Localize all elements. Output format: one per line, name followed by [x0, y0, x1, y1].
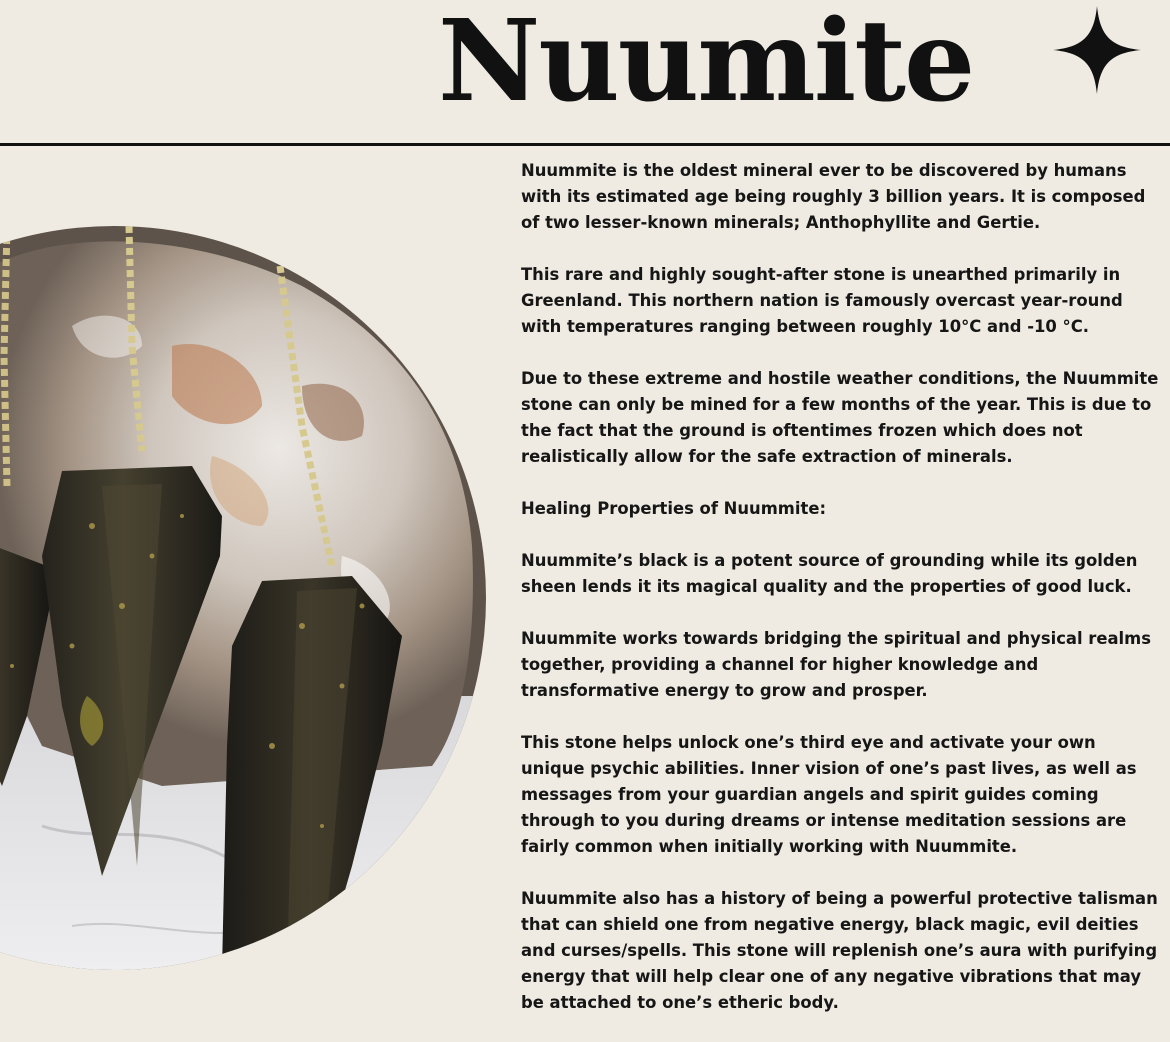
protection-paragraph: Nuummite also has a history of being a powerful protective talisman that can shield one from negative energy, black magic, evil deities and curses/spells. This stone will replenish one’s aura with purifying energy that will help clear one of any negative vibrations that may be attached to one’s etheric body.	[521, 889, 1158, 1012]
page-title: Nuumite	[438, 0, 974, 127]
grounding-paragraph: Nuummite’s black is a potent source of grounding while its golden sheen lends it its magical quality and the properties of good luck.	[521, 551, 1138, 596]
origin-paragraph: This rare and highly sought-after stone is unearthed primarily in Greenland. This northern nation is famously overcast year-round with temperatures ranging between roughly 10°C and -10 °C.	[521, 265, 1123, 336]
nuummite-pendulums-photo	[0, 226, 486, 970]
intro-paragraph: Nuummite is the oldest mineral ever to be discovered by humans with its estimated age being roughly 3 billion years. It is composed of two lesser-known minerals; Anthophyllite and Gertie.	[521, 161, 1146, 232]
third-eye-paragraph: This stone helps unlock one’s third eye and activate your own unique psychic abilities. Inner vision of one’s past lives, as well as messages from your guardian angels and spirit guides coming through to you during dreams or intense meditation sessions are fairly common when initially working with Nuummite.	[521, 733, 1137, 856]
spiritual-realms-paragraph: Nuummite works towards bridging the spiritual and physical realms together, providing a channel for higher knowledge and transformative energy to grow and prosper.	[521, 629, 1152, 700]
mining-paragraph: Due to these extreme and hostile weather conditions, the Nuummite stone can only be mined for a few months of the year. This is due to the fact that the ground is oftentimes frozen which does not realistically allow for the safe extraction of minerals.	[521, 369, 1159, 466]
title-divider	[0, 143, 1170, 146]
description-text	[521, 158, 1163, 1042]
healing-properties-heading: Healing Properties of Nuummite:	[521, 499, 826, 518]
four-point-star-icon	[1053, 6, 1141, 94]
